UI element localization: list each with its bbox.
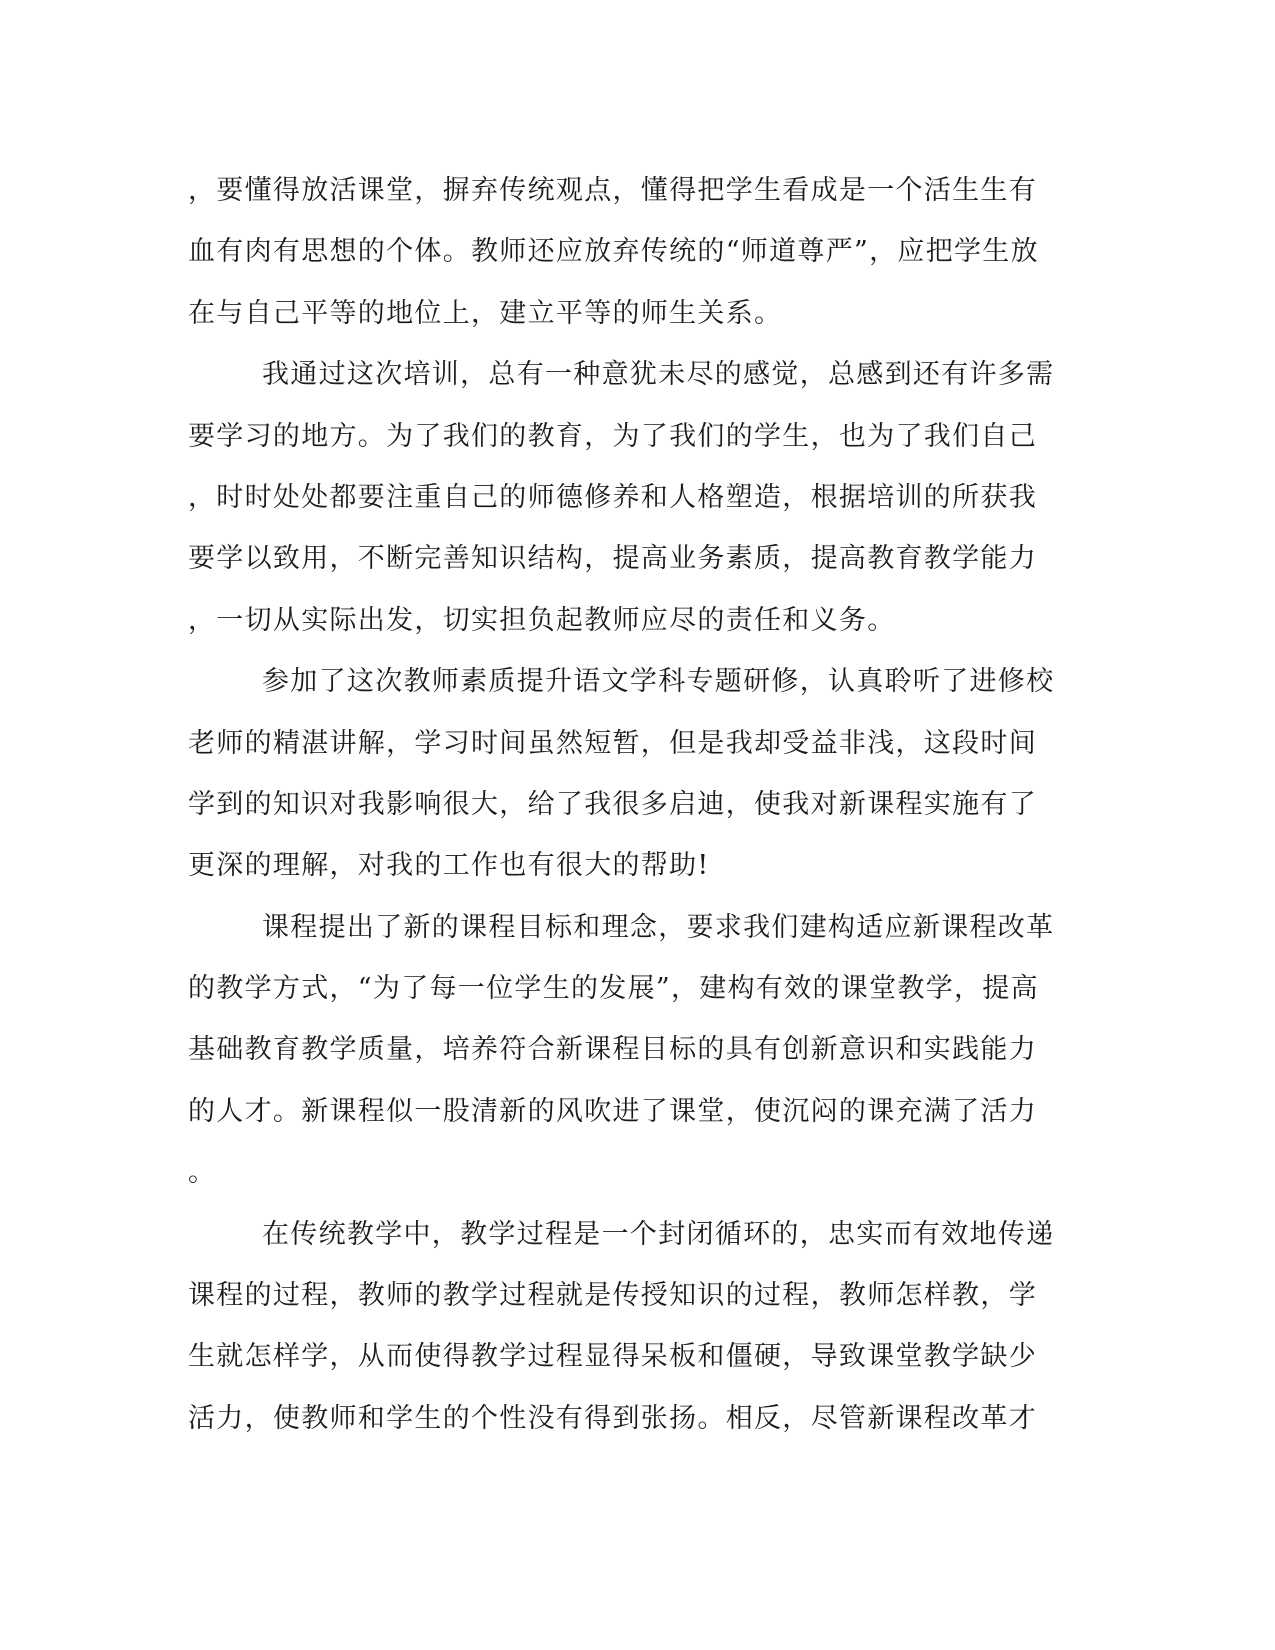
text-line: 的人才。新课程似一股清新的风吹进了课堂，使沉闷的课充满了活力 [188, 1095, 1037, 1127]
text-line: 。 [188, 1157, 217, 1189]
text-line: 更深的理解，对我的工作也有很大的帮助! [188, 850, 710, 882]
text-line: 老师的精湛讲解，学习时间虽然短暂，但是我却受益非浅，这段时间 [188, 727, 1037, 759]
text-line: 的教学方式，“为了每一位学生的发展”，建构有效的课堂教学，提高 [188, 973, 1039, 1005]
text-line: 基础教育教学质量，培养符合新课程目标的具有创新意识和实践能力 [188, 1034, 1037, 1066]
text-line: ，时时处处都要注重自己的师德修养和人格塑造，根据培训的所获我 [188, 481, 1037, 513]
text-line: 在与自己平等的地位上，建立平等的师生关系。 [188, 297, 783, 329]
text-line: 要学习的地方。为了我们的教育，为了我们的学生，也为了我们自己 [188, 420, 1037, 452]
text-line: 血有肉有思想的个体。教师还应放弃传统的“师道尊严”，应把学生放 [188, 236, 1039, 268]
body-text [188, 160, 1078, 1449]
paragraph-first-line: 在传统教学中，教学过程是一个封闭循环的，忠实而有效地传递 [262, 1218, 1055, 1250]
text-line: 活力，使教师和学生的个性没有得到张扬。相反，尽管新课程改革才 [188, 1402, 1037, 1434]
text-line: 生就怎样学，从而使得教学过程显得呆板和僵硬，导致课堂教学缺少 [188, 1341, 1037, 1373]
text-line: ，要懂得放活课堂，摒弃传统观点，懂得把学生看成是一个活生生有 [188, 175, 1037, 206]
text-line: ，一切从实际出发，切实担负起教师应尽的责任和义务。 [188, 604, 896, 636]
paragraph-first-line: 参加了这次教师素质提升语文学科专题研修，认真聆听了进修校 [262, 666, 1055, 698]
text-line: 学到的知识对我影响很大，给了我很多启迪，使我对新课程实施有了 [188, 788, 1037, 820]
text-line: 要学以致用，不断完善知识结构，提高业务素质，提高教育教学能力 [188, 543, 1037, 575]
paragraph-first-line: 课程提出了新的课程目标和理念，要求我们建构适应新课程改革 [262, 911, 1055, 943]
paragraph-first-line: 我通过这次培训，总有一种意犹未尽的感觉，总感到还有许多需 [262, 359, 1055, 391]
text-line: 课程的过程，教师的教学过程就是传授知识的过程，教师怎样教，学 [188, 1280, 1037, 1312]
